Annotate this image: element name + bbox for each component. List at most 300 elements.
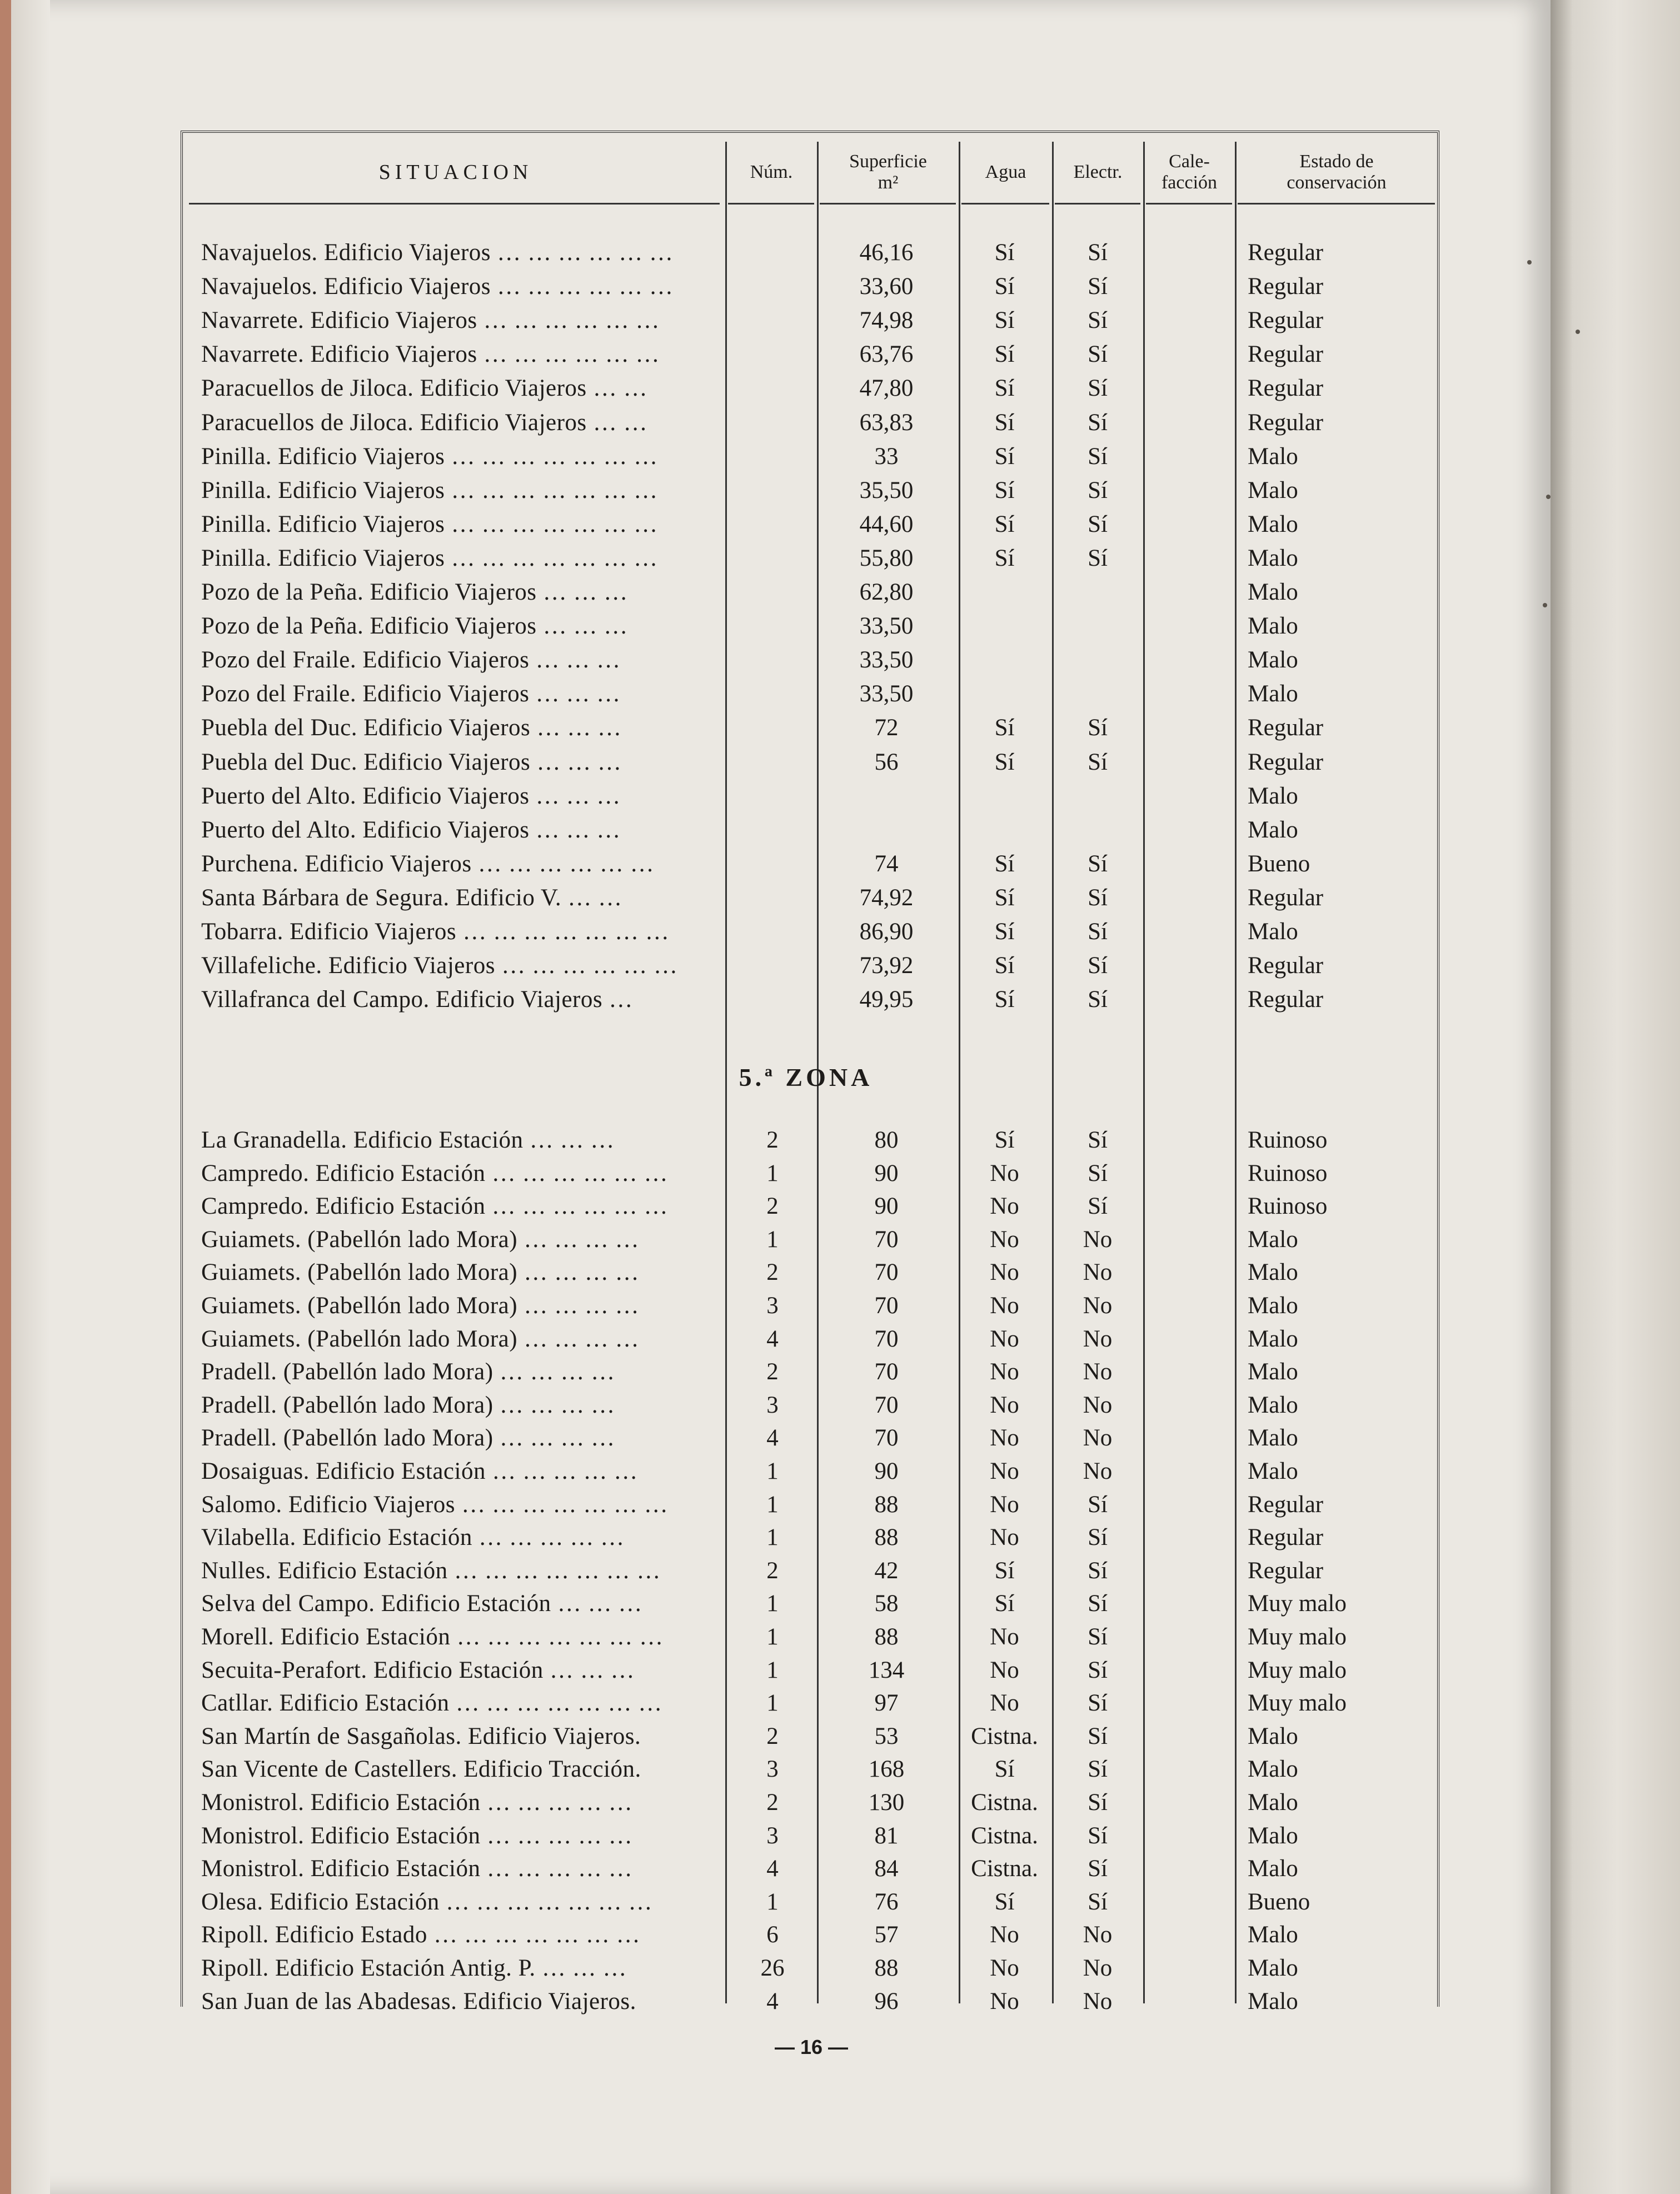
row-electr: Sí	[1088, 953, 1108, 979]
row-superficie: 84	[874, 1856, 899, 1882]
row-estado: Malo	[1248, 1259, 1298, 1286]
row-calefaccion	[1145, 304, 1234, 337]
row-electr: No	[1083, 1259, 1113, 1286]
row-situacion: Ripoll. Edificio Estación Antig. P. … … …	[201, 1955, 627, 1981]
row-calefaccion	[1145, 1918, 1234, 1952]
table-row	[0, 1819, 1680, 1853]
table-row	[0, 780, 1680, 813]
row-calefaccion	[1145, 644, 1234, 677]
row-calefaccion	[1145, 1190, 1234, 1223]
row-agua: No	[990, 1193, 1019, 1220]
row-superficie: 88	[874, 1624, 899, 1650]
row-calefaccion	[1145, 1852, 1234, 1886]
row-situacion: Guiamets. (Pabellón lado Mora) … … … …	[201, 1293, 640, 1319]
row-agua: Sí	[994, 884, 1015, 911]
row-electr: Sí	[1088, 477, 1108, 503]
header-estado-label-1: Estado de	[1299, 151, 1374, 172]
row-calefaccion	[1145, 1985, 1234, 2018]
row-num: 2	[766, 1359, 779, 1385]
row-situacion: Pinilla. Edificio Viajeros … … … … … … …	[201, 477, 658, 503]
row-estado: Malo	[1248, 681, 1298, 707]
row-estado: Malo	[1248, 1988, 1298, 2015]
row-num: 1	[766, 1491, 779, 1518]
table-row	[0, 1223, 1680, 1256]
row-num	[728, 847, 817, 881]
row-electr	[1053, 814, 1142, 847]
header-calefaccion-label-1: Cale-	[1169, 151, 1210, 172]
row-calefaccion	[1145, 1786, 1234, 1819]
table-row	[0, 1852, 1680, 1886]
row-num: 3	[766, 1293, 779, 1319]
header-electr	[1054, 139, 1142, 206]
table-row	[0, 1654, 1680, 1687]
row-num: 1	[766, 1657, 779, 1683]
row-situacion: Navarrete. Edificio Viajeros … … … … … …	[201, 341, 660, 368]
row-situacion: Paracuellos de Jiloca. Edificio Viajeros … …	[201, 409, 648, 436]
table-row	[0, 1422, 1680, 1455]
row-estado: Regular	[1248, 884, 1324, 911]
row-num: 1	[766, 1160, 779, 1186]
row-superficie: 96	[874, 1988, 899, 2015]
table-row	[0, 983, 1680, 1016]
row-situacion: Guiamets. (Pabellón lado Mora) … … … …	[201, 1226, 640, 1253]
row-electr: Sí	[1088, 749, 1108, 775]
row-num: 2	[766, 1723, 779, 1749]
row-superficie: 49,95	[859, 986, 914, 1013]
row-calefaccion	[1145, 1886, 1234, 1919]
row-situacion: Navajuelos. Edificio Viajeros … … … … … …	[201, 273, 674, 300]
table-row	[0, 1455, 1680, 1488]
table-row	[0, 508, 1680, 541]
row-electr: Sí	[1088, 1193, 1108, 1220]
row-calefaccion	[1145, 440, 1234, 473]
row-estado: Malo	[1248, 1359, 1298, 1385]
row-num: 2	[766, 1789, 779, 1816]
row-agua: Cistna.	[971, 1856, 1038, 1882]
row-calefaccion	[1145, 1753, 1234, 1786]
row-electr: Sí	[1088, 1160, 1108, 1186]
table-row	[0, 1753, 1680, 1786]
row-calefaccion	[1145, 847, 1234, 881]
row-superficie: 168	[868, 1756, 905, 1783]
row-situacion: Paracuellos de Jiloca. Edificio Viajeros … …	[201, 375, 648, 402]
row-superficie: 73,92	[859, 953, 914, 979]
row-situacion: Pradell. (Pabellón lado Mora) … … … …	[201, 1425, 615, 1452]
row-situacion: Pinilla. Edificio Viajeros … … … … … … …	[201, 443, 658, 470]
row-agua: Sí	[994, 341, 1015, 368]
row-num: 2	[766, 1127, 779, 1153]
row-agua	[959, 644, 1050, 677]
row-situacion: Navajuelos. Edificio Viajeros … … … … … …	[201, 240, 674, 266]
row-num: 2	[766, 1193, 779, 1220]
row-num	[728, 576, 817, 609]
row-estado: Muy malo	[1248, 1657, 1347, 1683]
header-agua-label: Agua	[985, 162, 1026, 182]
row-superficie: 35,50	[859, 477, 914, 503]
row-situacion: Olesa. Edificio Estación … … … … … … …	[201, 1888, 652, 1915]
row-electr: Sí	[1088, 409, 1108, 436]
table-row	[0, 881, 1680, 915]
row-num	[728, 474, 817, 507]
row-num: 4	[766, 1988, 779, 2015]
row-superficie: 42	[874, 1557, 899, 1584]
header-situacion	[189, 139, 722, 206]
row-estado: Regular	[1248, 409, 1324, 436]
row-calefaccion	[1145, 1124, 1234, 1157]
row-agua: Sí	[994, 715, 1015, 741]
row-agua: Cistna.	[971, 1789, 1038, 1816]
row-electr: Sí	[1088, 986, 1108, 1013]
row-calefaccion	[1145, 711, 1234, 745]
table-row	[0, 1323, 1680, 1356]
table-row	[0, 372, 1680, 405]
row-superficie: 44,60	[859, 511, 914, 537]
row-calefaccion	[1145, 1952, 1234, 1985]
row-num: 26	[760, 1955, 785, 1981]
row-agua: Sí	[994, 443, 1015, 470]
row-electr	[1053, 576, 1142, 609]
header-estado-label-2: conservación	[1287, 172, 1387, 193]
table-row	[0, 1389, 1680, 1422]
row-estado: Ruinoso	[1248, 1127, 1328, 1153]
row-situacion: Villafranca del Campo. Edificio Viajeros …	[201, 986, 633, 1013]
row-calefaccion	[1145, 372, 1234, 405]
row-superficie: 46,16	[859, 240, 914, 266]
row-num: 1	[766, 1458, 779, 1484]
row-superficie: 86,90	[859, 919, 914, 945]
row-agua: No	[990, 1624, 1019, 1650]
paper-speck	[1543, 603, 1547, 607]
row-estado: Regular	[1248, 273, 1324, 300]
row-num: 3	[766, 1392, 779, 1418]
table-row	[0, 1952, 1680, 1985]
row-estado: Malo	[1248, 647, 1298, 674]
row-superficie: 134	[868, 1657, 905, 1683]
row-situacion: Pinilla. Edificio Viajeros … … … … … … …	[201, 511, 658, 537]
row-agua: Sí	[994, 240, 1015, 266]
row-agua: No	[990, 1657, 1019, 1683]
row-num: 3	[766, 1822, 779, 1849]
row-calefaccion	[1145, 746, 1234, 779]
row-electr: No	[1083, 1359, 1113, 1385]
row-estado: Malo	[1248, 1822, 1298, 1849]
row-electr: Sí	[1088, 240, 1108, 266]
table-row	[0, 474, 1680, 507]
row-situacion: Monistrol. Edificio Estación … … … … …	[201, 1856, 633, 1882]
row-electr: Sí	[1088, 1789, 1108, 1816]
row-calefaccion	[1145, 1687, 1234, 1720]
row-num	[728, 915, 817, 949]
row-situacion: Navarrete. Edificio Viajeros … … … … … …	[201, 307, 660, 334]
row-estado: Regular	[1248, 986, 1324, 1013]
header-superficie-label: Superficie	[849, 151, 927, 172]
row-situacion: La Granadella. Edificio Estación … … …	[201, 1127, 615, 1153]
row-num: 4	[766, 1425, 779, 1452]
row-num	[728, 372, 817, 405]
row-agua: No	[990, 1425, 1019, 1452]
row-num	[728, 542, 817, 575]
table-row	[0, 1554, 1680, 1588]
row-superficie: 88	[874, 1491, 899, 1518]
row-agua	[959, 677, 1050, 711]
row-situacion: Puerto del Alto. Edificio Viajeros … … …	[201, 782, 621, 809]
row-situacion: Pozo del Fraile. Edificio Viajeros … … …	[201, 647, 621, 674]
row-situacion: Villafeliche. Edificio Viajeros … … … … … …	[201, 953, 678, 979]
row-electr: Sí	[1088, 1888, 1108, 1915]
row-electr: No	[1083, 1325, 1113, 1352]
row-superficie: 80	[874, 1127, 899, 1153]
row-agua: Sí	[994, 1590, 1015, 1617]
row-electr: No	[1083, 1988, 1113, 2015]
table-row	[0, 746, 1680, 779]
row-estado: Muy malo	[1248, 1624, 1347, 1650]
row-situacion: Vilabella. Edificio Estación … … … … …	[201, 1524, 625, 1551]
row-electr: Sí	[1088, 1856, 1108, 1882]
table-row	[0, 711, 1680, 745]
row-superficie: 63,76	[859, 341, 914, 368]
row-superficie: 57	[874, 1922, 899, 1948]
row-agua: No	[990, 1955, 1019, 1981]
row-situacion: Dosaiguas. Edificio Estación … … … … …	[201, 1458, 638, 1484]
row-electr: Sí	[1088, 1127, 1108, 1153]
row-electr: Sí	[1088, 1690, 1108, 1717]
row-situacion: Purchena. Edificio Viajeros … … … … … …	[201, 850, 655, 877]
row-agua: No	[990, 1988, 1019, 2015]
row-superficie: 130	[868, 1789, 905, 1816]
row-electr: Sí	[1088, 375, 1108, 402]
row-superficie: 58	[874, 1590, 899, 1617]
row-electr: No	[1083, 1392, 1113, 1418]
row-superficie: 74	[874, 850, 899, 877]
table-row	[0, 576, 1680, 609]
header-agua	[960, 139, 1051, 206]
row-num	[728, 440, 817, 473]
row-estado: Regular	[1248, 715, 1324, 741]
row-num	[728, 711, 817, 745]
row-superficie: 81	[874, 1822, 899, 1849]
row-estado: Ruinoso	[1248, 1160, 1328, 1186]
row-estado: Malo	[1248, 1392, 1298, 1418]
row-num	[728, 983, 817, 1016]
row-num: 1	[766, 1524, 779, 1551]
row-electr: Sí	[1088, 341, 1108, 368]
row-situacion: Santa Bárbara de Segura. Edificio V. … …	[201, 884, 622, 911]
row-superficie: 33	[874, 443, 899, 470]
row-electr: Sí	[1088, 715, 1108, 741]
row-electr: No	[1083, 1293, 1113, 1319]
header-calefaccion	[1145, 139, 1234, 206]
row-agua: Sí	[994, 749, 1015, 775]
row-situacion: Pozo de la Peña. Edificio Viajeros … … …	[201, 579, 628, 605]
row-agua: Sí	[994, 409, 1015, 436]
row-electr: Sí	[1088, 1756, 1108, 1783]
row-situacion: Secuita-Perafort. Edificio Estación … … …	[201, 1657, 635, 1683]
row-calefaccion	[1145, 983, 1234, 1016]
row-situacion: San Martín de Sasgañolas. Edificio Viajeros.	[201, 1723, 641, 1749]
row-num: 4	[766, 1325, 779, 1352]
table-row	[0, 1256, 1680, 1289]
row-calefaccion	[1145, 780, 1234, 813]
row-estado: Malo	[1248, 1955, 1298, 1981]
header-situacion-label: SITUACION	[378, 161, 533, 184]
row-agua: Sí	[994, 850, 1015, 877]
row-superficie: 74,92	[859, 884, 914, 911]
row-estado: Malo	[1248, 1856, 1298, 1882]
row-agua: Sí	[994, 1756, 1015, 1783]
row-estado: Malo	[1248, 1723, 1298, 1749]
row-electr: Sí	[1088, 850, 1108, 877]
row-calefaccion	[1145, 1455, 1234, 1488]
row-electr: Sí	[1088, 1491, 1108, 1518]
row-calefaccion	[1145, 576, 1234, 609]
row-estado: Regular	[1248, 1524, 1324, 1551]
table-row	[0, 542, 1680, 575]
row-estado: Malo	[1248, 511, 1298, 537]
row-situacion: Monistrol. Edificio Estación … … … … …	[201, 1789, 633, 1816]
row-superficie: 70	[874, 1392, 899, 1418]
row-agua: No	[990, 1690, 1019, 1717]
table-row	[0, 1985, 1680, 2018]
table-row	[0, 814, 1680, 847]
table-row	[0, 949, 1680, 983]
row-agua: No	[990, 1325, 1019, 1352]
paper-speck	[1576, 330, 1580, 334]
row-superficie: 97	[874, 1690, 899, 1717]
table-row	[0, 1521, 1680, 1554]
row-calefaccion	[1145, 1355, 1234, 1389]
row-electr: Sí	[1088, 511, 1108, 537]
row-situacion: Selva del Campo. Edificio Estación … … …	[201, 1590, 642, 1617]
row-calefaccion	[1145, 236, 1234, 270]
row-situacion: Pradell. (Pabellón lado Mora) … … … …	[201, 1359, 615, 1385]
row-superficie: 33,50	[859, 613, 914, 640]
row-electr: No	[1083, 1955, 1113, 1981]
row-agua: Sí	[994, 1888, 1015, 1915]
row-num: 6	[766, 1922, 779, 1948]
row-estado: Muy malo	[1248, 1590, 1347, 1617]
row-calefaccion	[1145, 1389, 1234, 1422]
row-superficie: 70	[874, 1425, 899, 1452]
header-superficie	[819, 139, 958, 206]
row-superficie: 72	[874, 715, 899, 741]
row-agua	[959, 576, 1050, 609]
table-row	[0, 1886, 1680, 1919]
table-row	[0, 1786, 1680, 1819]
row-electr: Sí	[1088, 1524, 1108, 1551]
row-num: 1	[766, 1590, 779, 1617]
row-calefaccion	[1145, 542, 1234, 575]
row-num	[728, 508, 817, 541]
row-num: 4	[766, 1856, 779, 1882]
row-num	[728, 406, 817, 440]
row-calefaccion	[1145, 1554, 1234, 1588]
row-num	[728, 270, 817, 303]
row-calefaccion	[1145, 1223, 1234, 1256]
row-num	[728, 304, 817, 337]
row-num	[728, 338, 817, 371]
row-calefaccion	[1145, 949, 1234, 983]
row-situacion: Nulles. Edificio Estación … … … … … … …	[201, 1557, 661, 1584]
row-calefaccion	[1145, 338, 1234, 371]
row-agua: Sí	[994, 545, 1015, 571]
paper-speck	[1546, 495, 1551, 499]
row-situacion: Campredo. Edificio Estación … … … … … …	[201, 1160, 668, 1186]
row-num	[728, 949, 817, 983]
row-estado: Malo	[1248, 1226, 1298, 1253]
table-row	[0, 644, 1680, 677]
row-estado: Regular	[1248, 953, 1324, 979]
table-row	[0, 847, 1680, 881]
table-row	[0, 1687, 1680, 1720]
row-situacion: Puerto del Alto. Edificio Viajeros … … …	[201, 816, 621, 843]
row-calefaccion	[1145, 1587, 1234, 1620]
row-situacion: Pozo de la Peña. Edificio Viajeros … … …	[201, 613, 628, 640]
row-electr: Sí	[1088, 1723, 1108, 1749]
row-calefaccion	[1145, 1256, 1234, 1289]
row-calefaccion	[1145, 1819, 1234, 1853]
row-num	[728, 746, 817, 779]
row-estado: Malo	[1248, 613, 1298, 640]
table-row	[0, 1587, 1680, 1620]
row-estado: Regular	[1248, 1557, 1324, 1584]
row-agua: No	[990, 1160, 1019, 1186]
row-superficie: 76	[874, 1888, 899, 1915]
row-agua: No	[990, 1226, 1019, 1253]
row-situacion: Pradell. (Pabellón lado Mora) … … … …	[201, 1392, 615, 1418]
row-electr: No	[1083, 1458, 1113, 1484]
paper-speck	[1527, 260, 1532, 265]
row-situacion: Puebla del Duc. Edificio Viajeros … … …	[201, 749, 622, 775]
row-estado: Ruinoso	[1248, 1193, 1328, 1220]
row-calefaccion	[1145, 1422, 1234, 1455]
row-calefaccion	[1145, 406, 1234, 440]
row-num: 1	[766, 1226, 779, 1253]
row-num	[728, 780, 817, 813]
row-situacion: Catllar. Edificio Estación … … … … … … …	[201, 1690, 662, 1717]
row-estado: Malo	[1248, 579, 1298, 605]
row-calefaccion	[1145, 677, 1234, 711]
row-electr: Sí	[1088, 1557, 1108, 1584]
row-calefaccion	[1145, 1289, 1234, 1323]
row-superficie: 90	[874, 1458, 899, 1484]
row-situacion: Puebla del Duc. Edificio Viajeros … … …	[201, 715, 622, 741]
row-num: 1	[766, 1690, 779, 1717]
row-electr	[1053, 677, 1142, 711]
row-situacion: Guiamets. (Pabellón lado Mora) … … … …	[201, 1259, 640, 1286]
row-electr: Sí	[1088, 443, 1108, 470]
row-superficie: 88	[874, 1524, 899, 1551]
table-row	[0, 338, 1680, 371]
row-num: 2	[766, 1557, 779, 1584]
row-num: 2	[766, 1259, 779, 1286]
row-agua: No	[990, 1259, 1019, 1286]
row-electr: Sí	[1088, 273, 1108, 300]
row-superficie: 88	[874, 1955, 899, 1981]
row-num: 1	[766, 1624, 779, 1650]
table-row	[0, 1190, 1680, 1223]
row-calefaccion	[1145, 1654, 1234, 1687]
row-electr: No	[1083, 1425, 1113, 1452]
row-electr: No	[1083, 1922, 1113, 1948]
row-electr: Sí	[1088, 1657, 1108, 1683]
header-num-label: Núm.	[750, 162, 793, 182]
row-calefaccion	[1145, 1157, 1234, 1190]
table-row	[0, 236, 1680, 270]
row-superficie: 70	[874, 1325, 899, 1352]
row-estado: Malo	[1248, 919, 1298, 945]
table-row	[0, 270, 1680, 303]
zone-title: 5.ª ZONA	[739, 1063, 873, 1091]
